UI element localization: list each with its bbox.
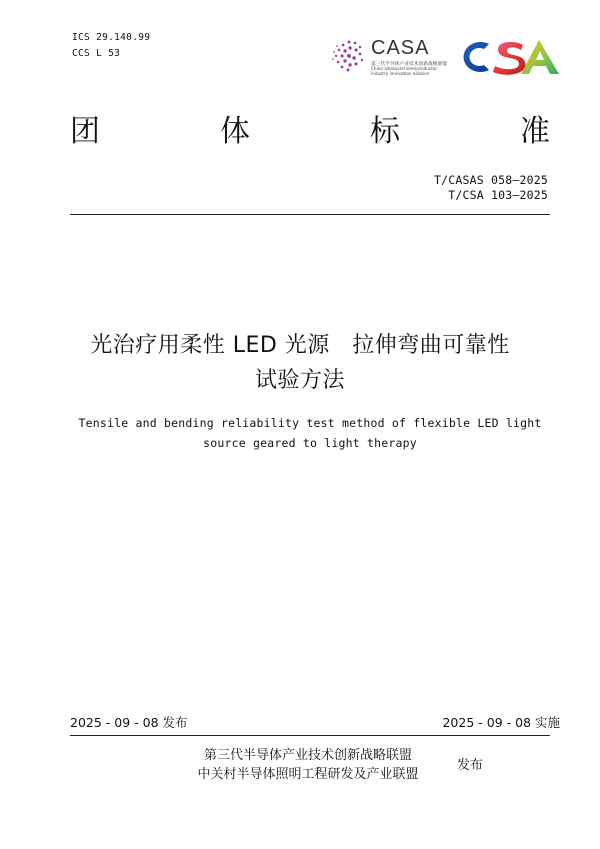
csa-letter-s <box>493 42 525 75</box>
title-en-line2: source geared to light therapy <box>203 436 417 450</box>
casa-english-name: China advanced semiconductor industry innovation alliance <box>371 66 438 76</box>
casa-sphere-icon <box>330 36 368 74</box>
standard-numbers <box>434 173 548 203</box>
publisher-org-1: 第三代半导体产业技术创新战略联盟 <box>203 748 412 763</box>
standard-number-csa: T/CSA 103—2025 <box>448 188 548 202</box>
publish-date: 2025 - 09 - 08 发布 <box>70 715 188 730</box>
publisher-organizations <box>178 746 438 784</box>
dates-row <box>70 714 560 732</box>
title-chinese <box>40 328 560 398</box>
implement-date: 2025 - 09 - 08 实施 <box>442 715 560 730</box>
csa-letter-a <box>521 40 559 74</box>
title-cn-line2: 试验方法 <box>254 368 345 393</box>
doc-type-char: 准 <box>520 114 550 149</box>
ics-code: ICS 29.140.99 <box>72 32 151 43</box>
csa-logo <box>455 36 560 78</box>
standard-number-casas: T/CASAS 058—2025 <box>434 173 548 187</box>
title-cn-line1: 光治疗用柔性 LED 光源 拉伸弯曲可靠性 <box>90 333 510 358</box>
doc-type-char: 团 <box>70 114 100 149</box>
publish-label: 发布 <box>457 758 484 773</box>
casa-wordmark: CASA <box>371 37 430 59</box>
bottom-divider <box>70 735 550 736</box>
classification-codes <box>72 30 150 62</box>
casa-logo <box>330 36 450 80</box>
ccs-code: CCS L 53 <box>72 48 121 59</box>
csa-letter-c <box>464 42 489 72</box>
casa-chinese-name: 第三代半导体产业技术创新战略联盟 <box>371 60 448 67</box>
top-divider <box>70 214 550 215</box>
doc-type-char: 标 <box>370 114 400 149</box>
doc-type-char: 体 <box>220 114 250 149</box>
document-type-heading <box>70 112 550 152</box>
title-english <box>55 413 565 453</box>
title-en-line1: Tensile and bending reliability test method of flexible LED light <box>78 416 542 430</box>
publisher-org-2: 中关村半导体照明工程研发及产业联盟 <box>197 767 419 782</box>
